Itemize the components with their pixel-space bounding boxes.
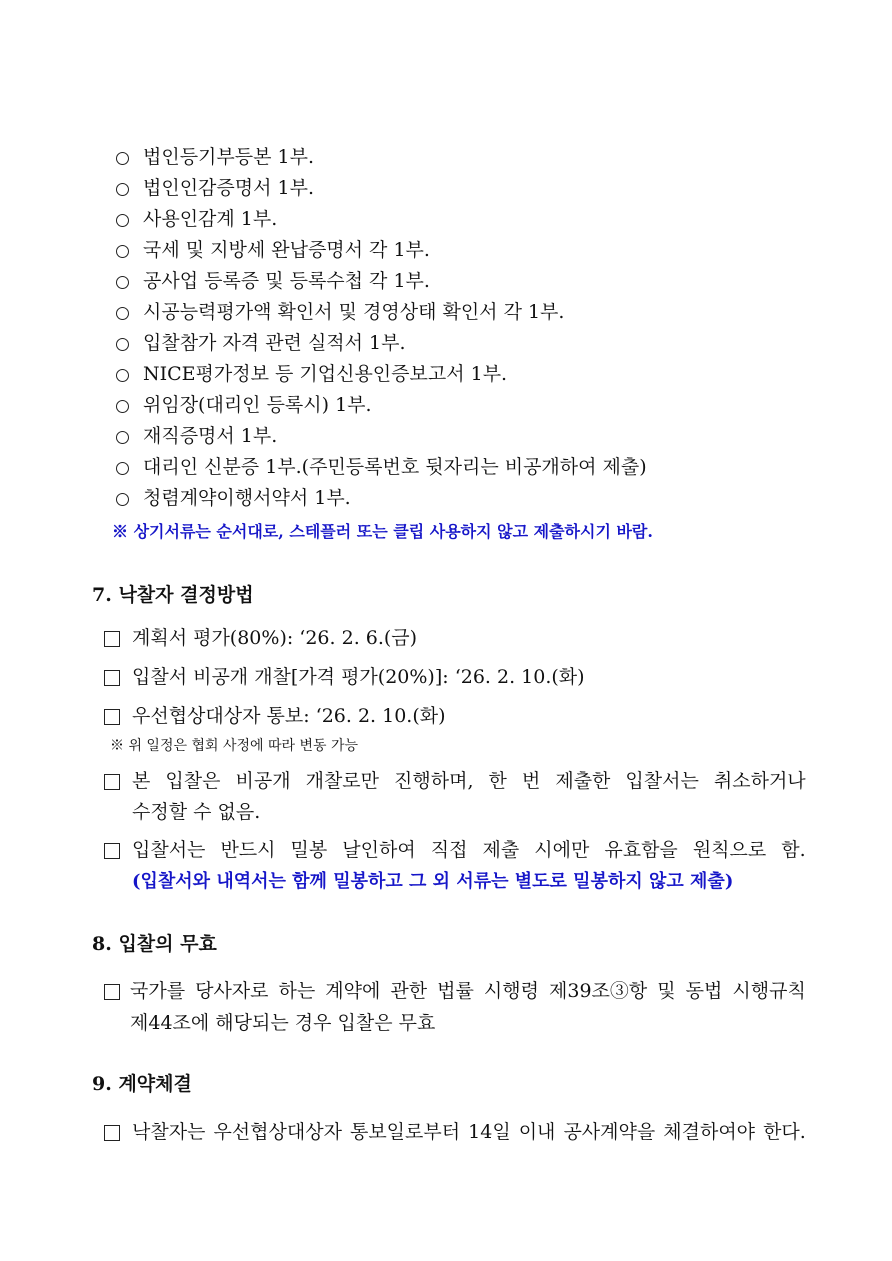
section-item: 입찰서 비공개 개찰[가격 평가(20%)]: ‘26. 2. 10.(화) (132, 666, 585, 688)
checkbox-square-icon (104, 631, 120, 647)
document-item: 시공능력평가액 확인서 및 경영상태 확인서 각 1부. (143, 301, 565, 323)
circle-bullet-icon (116, 214, 129, 227)
circle-bullet-icon (116, 400, 129, 413)
sealing-note: (입찰서와 내역서는 함께 밀봉하고 그 외 서류는 별도로 밀봉하지 않고 제출) (132, 871, 734, 892)
section-item-continued: 수정할 수 없음. (132, 801, 261, 823)
checkbox-square-icon (104, 1125, 120, 1141)
document-item: 법인등기부등본 1부. (143, 146, 314, 168)
section-item-continued: 제44조에 해당되는 경우 입찰은 무효 (130, 1012, 436, 1034)
document-item: 위임장(대리인 등록시) 1부. (143, 394, 372, 416)
document-item: 대리인 신분증 1부.(주민등록번호 뒷자리는 비공개하여 제출) (143, 456, 647, 478)
document-item: 사용인감계 1부. (143, 208, 278, 230)
schedule-note: ※ 위 일정은 협회 사정에 따라 변동 가능 (110, 738, 359, 754)
section-item: 계획서 평가(80%): ‘26. 2. 6.(금) (132, 627, 418, 649)
circle-bullet-icon (116, 152, 129, 165)
circle-bullet-icon (116, 276, 129, 289)
circle-bullet-icon (116, 338, 129, 351)
circle-bullet-icon (116, 183, 129, 196)
circle-bullet-icon (116, 493, 129, 506)
checkbox-square-icon (104, 670, 120, 686)
checkbox-square-icon (104, 709, 120, 725)
document-item: 입찰참가 자격 관련 실적서 1부. (143, 332, 406, 354)
circle-bullet-icon (116, 245, 129, 258)
documents-note: ※ 상기서류는 순서대로, 스테플러 또는 클립 사용하지 않고 제출하시기 바람. (112, 522, 653, 541)
section-item: 우선협상대상자 통보: ‘26. 2. 10.(화) (132, 705, 446, 727)
circle-bullet-icon (116, 369, 129, 382)
circle-bullet-icon (116, 431, 129, 444)
document-item: 청렴계약이행서약서 1부. (143, 487, 351, 509)
document-item: 법인인감증명서 1부. (143, 177, 314, 199)
section-item: 국가를 당사자로 하는 계약에 관한 법률 시행령 제39조③항 및 동법 시행규칙 (130, 980, 806, 1002)
section-heading: 7. 낙찰자 결정방법 (92, 584, 254, 606)
section-item: 낙찰자는 우선협상대상자 통보일로부터 14일 이내 공사계약을 체결하여야 한다. (132, 1121, 806, 1143)
section-heading: 9. 계약체결 (92, 1073, 192, 1095)
checkbox-square-icon (104, 843, 120, 859)
section-item: 입찰서는 반드시 밀봉 날인하여 직접 제출 시에만 유효함을 원칙으로 함. (132, 839, 806, 861)
document-item: 국세 및 지방세 완납증명서 각 1부. (143, 239, 430, 261)
section-item: 본 입찰은 비공개 개찰로만 진행하며, 한 번 제출한 입찰서는 취소하거나 (132, 770, 806, 792)
circle-bullet-icon (116, 307, 129, 320)
checkbox-square-icon (104, 774, 120, 790)
document-item: 공사업 등록증 및 등록수첩 각 1부. (143, 270, 430, 292)
checkbox-square-icon (104, 984, 120, 1000)
document-item: NICE평가정보 등 기업신용인증보고서 1부. (143, 363, 508, 385)
document-item: 재직증명서 1부. (143, 425, 278, 447)
circle-bullet-icon (116, 462, 129, 475)
section-heading: 8. 입찰의 무효 (92, 933, 217, 955)
